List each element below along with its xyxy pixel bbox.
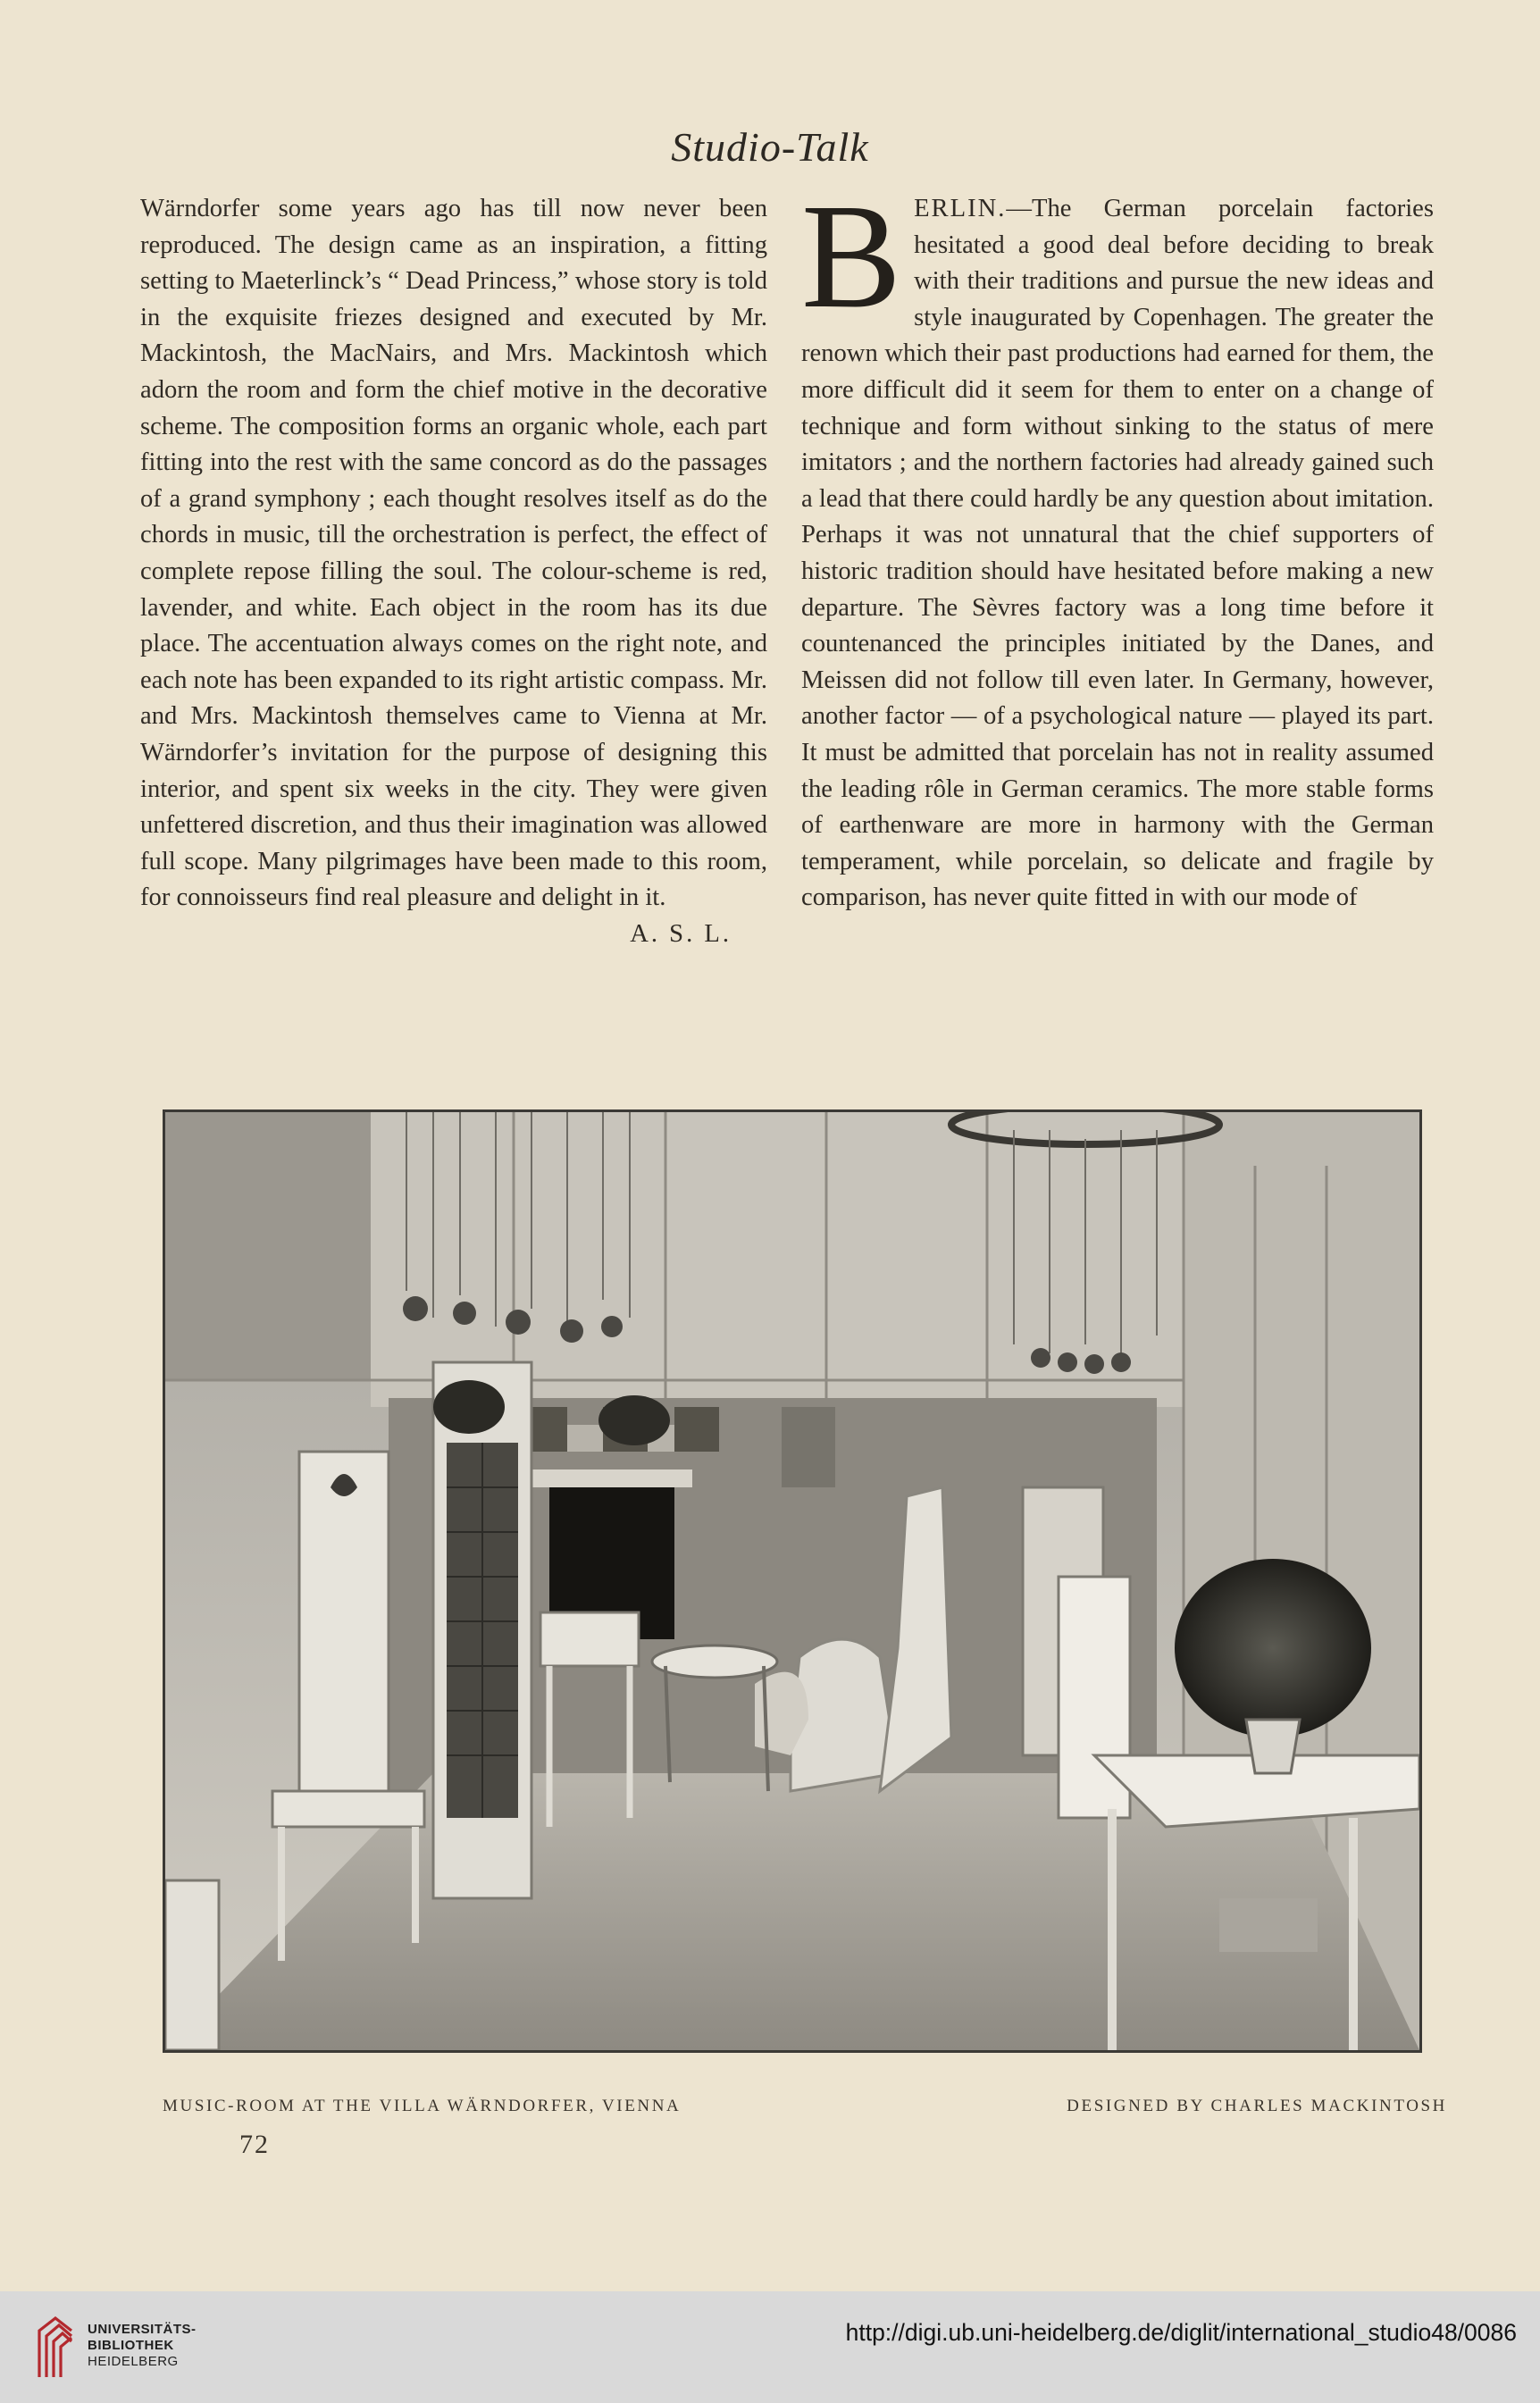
author-signature: A. S. L.: [630, 919, 732, 948]
running-head: Studio-Talk: [671, 124, 869, 170]
page-number: 72: [239, 2130, 270, 2159]
left-text-column: [140, 191, 767, 1058]
right-column-body: —The German porcelain factories hesitated a good deal before deciding to break with their traditions and pursue the new ideas and style inaugurated by Copenhagen. The greater the renown which their past productions had earned for them, the more difficult did it seem for them to enter on a change of technique and form without sinking to the status of mere imitators ; and the northern factories had already gained such a lead that there could hardly be any question about imitation. Perhaps it was not unnatural that the chief supporters of historic tradition should have hesitated before making a new departure. The Sèvres factory was a long time before it countenanced the principles initiated by the Danes, and Meissen did not follow till even later. In Germany, however, another factor — of a psychological nature — played its part. It must be admitted that porcelain has not in reality assumed the leading rôle in German ceramics. The more stable forms of earthenware are more in harmony with the German temperament, while porcelain, so delicate and fragile by comparison, has never quite fitted in with our mode of: [801, 195, 1434, 912]
figure-caption: MUSIC-ROOM AT THE VILLA WÄRNDORFER, VIENNA: [163, 2097, 682, 2115]
section-lead: ERLIN.: [914, 195, 1007, 222]
drop-cap: B: [801, 173, 902, 339]
music-room-photograph: [163, 1109, 1422, 2053]
university-library-logo-icon[interactable]: [36, 2315, 75, 2379]
source-url-link[interactable]: http://digi.ub.uni-heidelberg.de/diglit/international_studio48/0086: [845, 2319, 1517, 2346]
library-name: [88, 2322, 197, 2370]
figure-credit: DESIGNED BY CHARLES MACKINTOSH: [1067, 2097, 1447, 2115]
library-name-line: UNIVERSITÄTS-: [88, 2322, 197, 2337]
right-text-column: [801, 173, 1434, 1058]
digitization-footer: [0, 2291, 1540, 2403]
library-name-line: BIBLIOTHEK: [88, 2338, 174, 2353]
music-room-illustration: [165, 1112, 1419, 2050]
left-column-body: Wärndorfer some years ago has till now never been reproduced. The design came as an inspiration, a fitting setting to Maeterlinck’s “ Dead Princess,” whose story is told in the exquisite friezes designed and executed by Mr. Mackintosh, the MacNairs, and Mrs. Mackintosh which adorn the room and form the chief motive in the decorative scheme. The composition forms an organic whole, each part fitting into the rest with the same concord as do the passages of a grand symphony ; each thought resolves itself as do the chords in music, till the orchestration is perfect, the effect of complete repose filling the soul. The colour-scheme is red, lavender, and white. Each object in the room has its due place. The accentuation always comes on the right note, and each note has been expanded to its right artistic compass. Mr. and Mrs. Mackintosh themselves came to Vienna at Mr. Wärndorfer’s invitation for the purpose of designing this interior, and spent six weeks in the city. They were given unfettered discretion, and thus their imagination was allowed full scope. Many pilgrimages have been made to this room, for connoisseurs find real pleasure and delight in it.: [140, 195, 767, 912]
left-column-text: [140, 191, 767, 948]
library-name-line: HEIDELBERG: [88, 2354, 179, 2369]
